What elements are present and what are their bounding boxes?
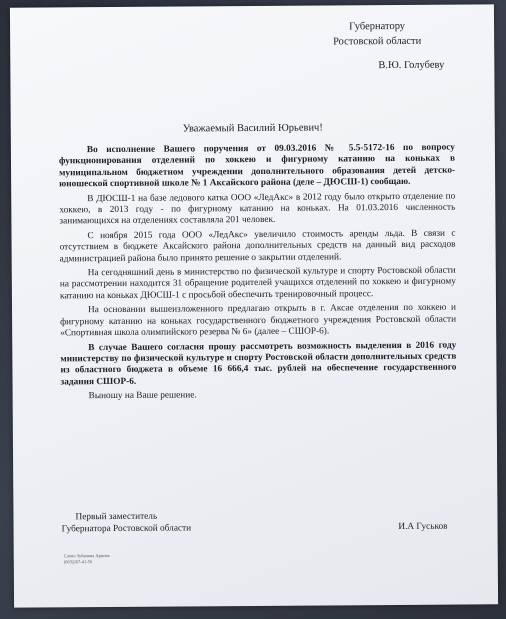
addressee-name: В.Ю. Голубеву — [378, 59, 445, 72]
salutation: Уважаемый Василий Юрьевич! — [182, 122, 323, 135]
paragraph-appeals: На сегодняшний день в министерство по физической культуре и спорту Ростовской области на рассмотрении находится 31 обращение родителей учащихся отделений по хоккею и фигурному катанию на коньках ДЮСШ-1 с просьбой обеспечить тренировочный процесс. — [59, 265, 456, 302]
signature-block — [61, 509, 457, 536]
executor-phone: (863)267-41-56 — [63, 559, 93, 565]
paragraph-rent: С ноября 2015 года ООО «ЛедАкс» увеличило стоимость аренды льда. В связи с отсутствием в бюджете Аксайского района дополнительных средств на данный вид расходов администрацией района было принято решение о закрытии отделений. — [59, 228, 456, 265]
addressee-title: Губернатору — [349, 20, 406, 33]
paragraph-history: В ДЮСШ-1 на базе ледового катка ООО «ЛедАкс» в 2012 году было открыто отделение по хоккею, в 2013 году - по фигурному катанию на коньках. На 01.03.2016 численность занимающихся на отделениях составляла 201 человек. — [59, 191, 456, 227]
addressee-block — [302, 19, 452, 74]
paragraph-request: В случае Вашего согласия прошу рассмотреть возможность выделения в 2016 году министерству по физической культуре и спорту Ростовской области дополнительных средств из областного бюджета в объеме 16 666,4 тыс. рублей на обеспечение государственного задания СШОР-6. — [60, 340, 457, 388]
letter-page — [10, 4, 498, 607]
executor-name: Сахно Зубанова Арнова — [63, 553, 110, 559]
addressee-region: Ростовской области — [333, 35, 422, 48]
signer-position-2: Губернатора Ростовской области — [61, 523, 192, 535]
paragraph-proposal: На основании вышеизложенного предлагаю открыть в г. Аксае отделения по хоккею и фигурному катанию на коньках государственного бюджетного учреждения Ростовской области «Спортивная школа олимпийского резерва № 6» (далее – СШОР-6). — [60, 302, 457, 339]
signer-name: И.А Гуськов — [398, 521, 448, 532]
signer-position-1: Первый заместитель — [75, 511, 158, 523]
paragraph-closing: Выношу на Ваше решение. — [88, 390, 197, 402]
executor-note — [64, 552, 204, 565]
letter-body — [59, 143, 457, 406]
paragraph-intro: Во исполнение Вашего поручения от 09.03.2016 № 5.5-5172-16 по вопросу функционирования отделений по хоккею и фигурному катанию на коньках в муниципальном бюджетном учреждении дополнительного образования детей детско-юношеской спортивной школе № 1 Аксайского района (деле – ДЮСШ-1) сообщаю. — [58, 142, 456, 190]
